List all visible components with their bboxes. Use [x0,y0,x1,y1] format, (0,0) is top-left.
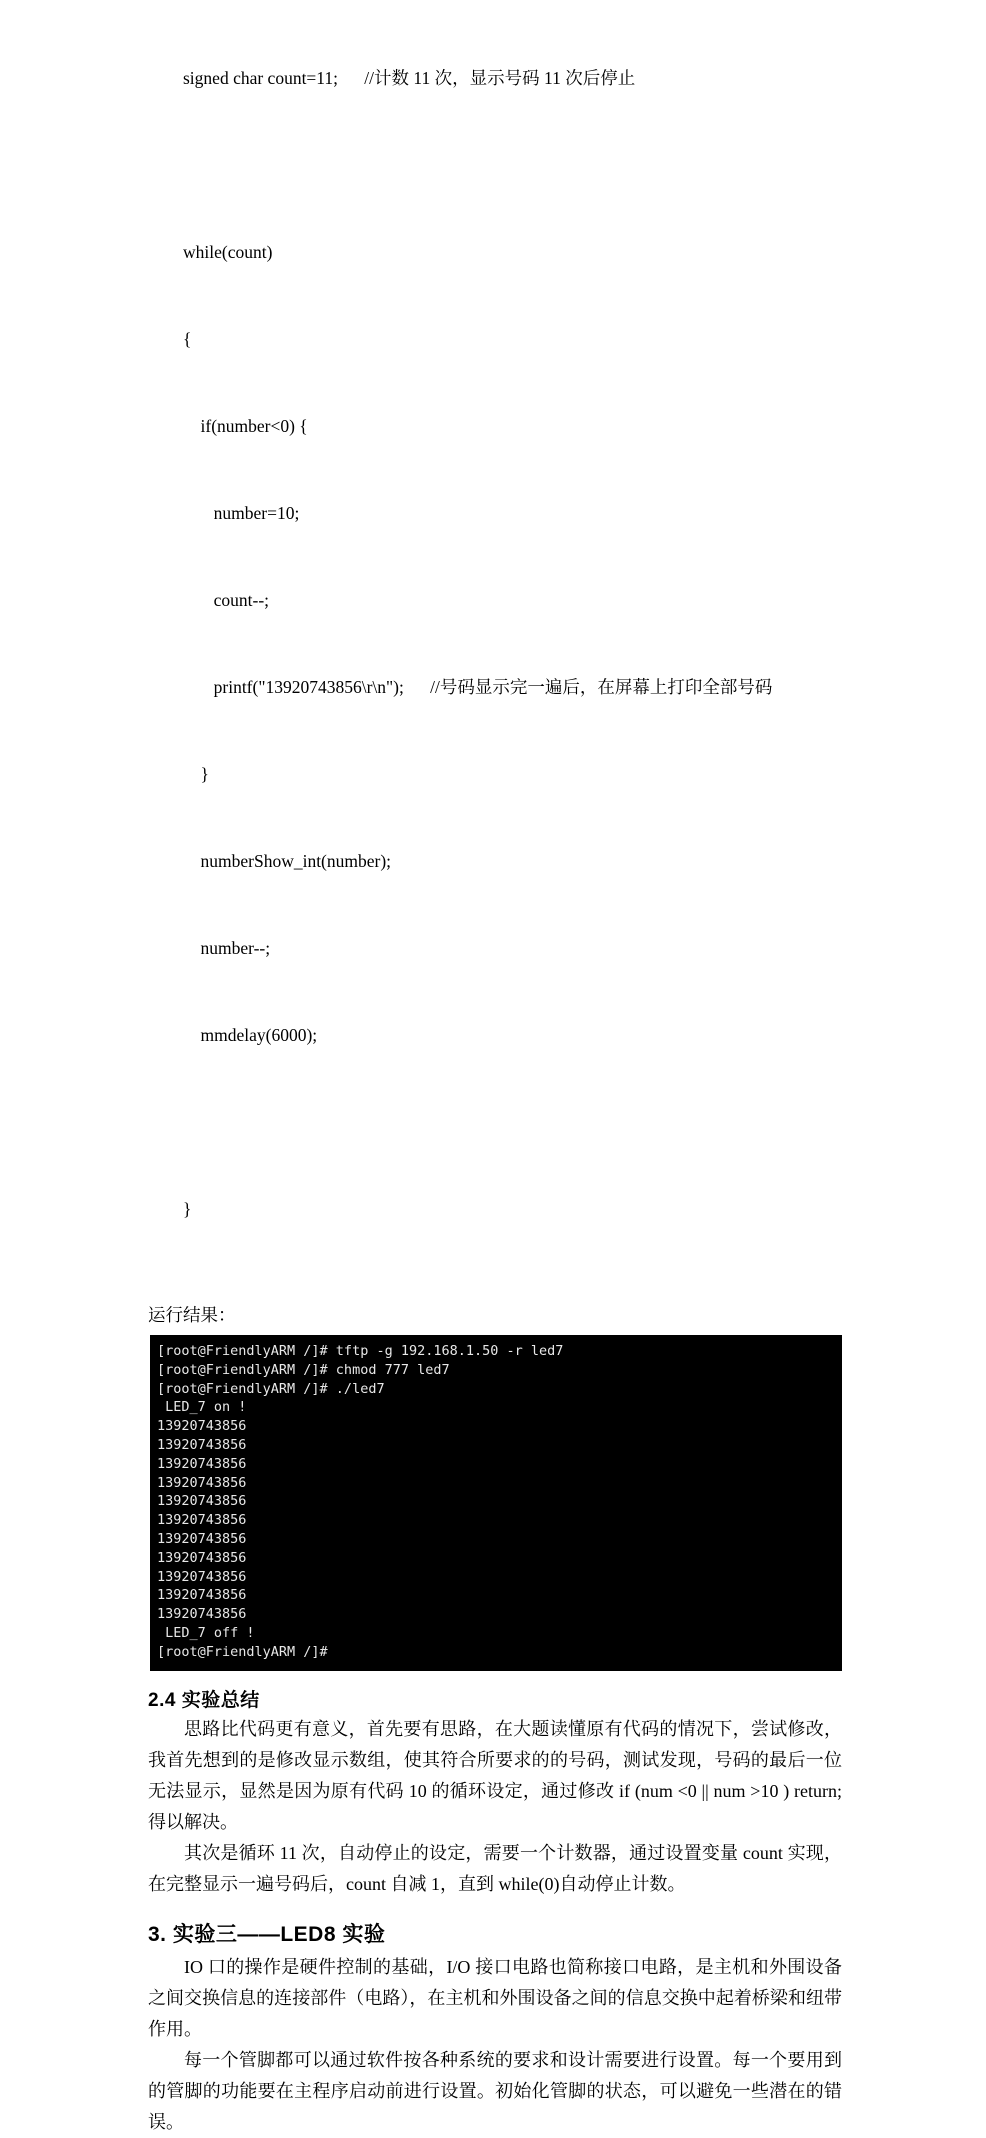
section-heading-3: 3. 实验三——LED8 实验 [148,1922,386,1946]
code-line: while(count) [148,242,273,262]
terminal-line: LED_7 on ! [157,1399,247,1416]
terminal-line: [root@FriendlyARM /]# ./led7 [157,1380,385,1397]
code-line [148,151,842,180]
terminal-line: 13920743856 [157,1587,247,1604]
code-line: signed char count=11; //计数 11 次，显示号码 11 次后停止 [148,68,636,88]
section-3-paragraph: IO 口的操作是硬件控制的基础，I/O 接口电路也简称接口电路，是主机和外围设备之间交换信息的连接部件（电路），在主机和外围设备之间的信息交换中起着桥梁和纽带作用。 [148,1956,842,2039]
terminal-line: [root@FriendlyARM /]# tftp -g 192.168.1.50 -r led7 [157,1343,564,1359]
terminal-line: 13920743856 [157,1549,247,1566]
terminal-line: [root@FriendlyARM /]# chmod 777 led7 [157,1361,450,1378]
terminal-line: 13920743856 [157,1418,247,1435]
code-line: number=10; [148,503,300,523]
code-line: printf("13920743856\r\n"); //号码显示完一遍后，在屏幕上打印全部号码 [148,677,773,697]
code-line: } [148,1199,192,1219]
terminal-line: 13920743856 [157,1436,247,1453]
code-line: { [148,329,192,349]
terminal-line: [root@FriendlyARM /]# [157,1643,328,1660]
section-heading-2-4: 2.4 实验总结 [148,1689,260,1711]
terminal-line: LED_7 off ! [157,1624,255,1641]
code-line: count--; [148,590,270,610]
code-line [148,1108,842,1137]
section-2-4-paragraph: 其次是循环 11 次，自动停止的设定，需要一个计数器，通过设置变量 count 实现，在完整显示一遍号码后，count 自减 1，直到 while(0)自动停止计数。 [148,1842,842,1894]
code-listing [148,6,842,1282]
terminal-output [150,1335,842,1671]
terminal-line: 13920743856 [157,1568,247,1585]
code-line: if(number<0) { [148,416,308,436]
section-2-4-paragraph: 思路比代码更有意义，首先要有思路，在大题读懂原有代码的情况下，尝试修改，我首先想到的是修改显示数组，使其符合所要求的的号码，测试发现，号码的最后一位无法显示，显然是因为原有代码 10 的循环设定，通过修改 if (num <0 || num >10 ) return;得以解决。 [148,1718,842,1832]
terminal-line: 13920743856 [157,1493,247,1510]
terminal-line: 13920743856 [157,1474,247,1491]
section-3-paragraph: 每一个管脚都可以通过软件按各种系统的要求和设计需要进行设置。每一个要用到的管脚的功能要在主程序启动前进行设置。初始化管脚的状态，可以避免一些潜在的错误。 [148,2049,842,2132]
terminal-line: 13920743856 [157,1455,247,1472]
terminal-line: 13920743856 [157,1512,247,1529]
terminal-line: 13920743856 [157,1606,247,1623]
code-line: } [148,764,209,784]
code-line: number--; [148,938,271,958]
code-line: mmdelay(6000); [148,1025,318,1045]
terminal-line: 13920743856 [157,1530,247,1547]
code-line: numberShow_int(number); [148,851,392,871]
run-result-label: 运行结果： [148,1305,236,1325]
